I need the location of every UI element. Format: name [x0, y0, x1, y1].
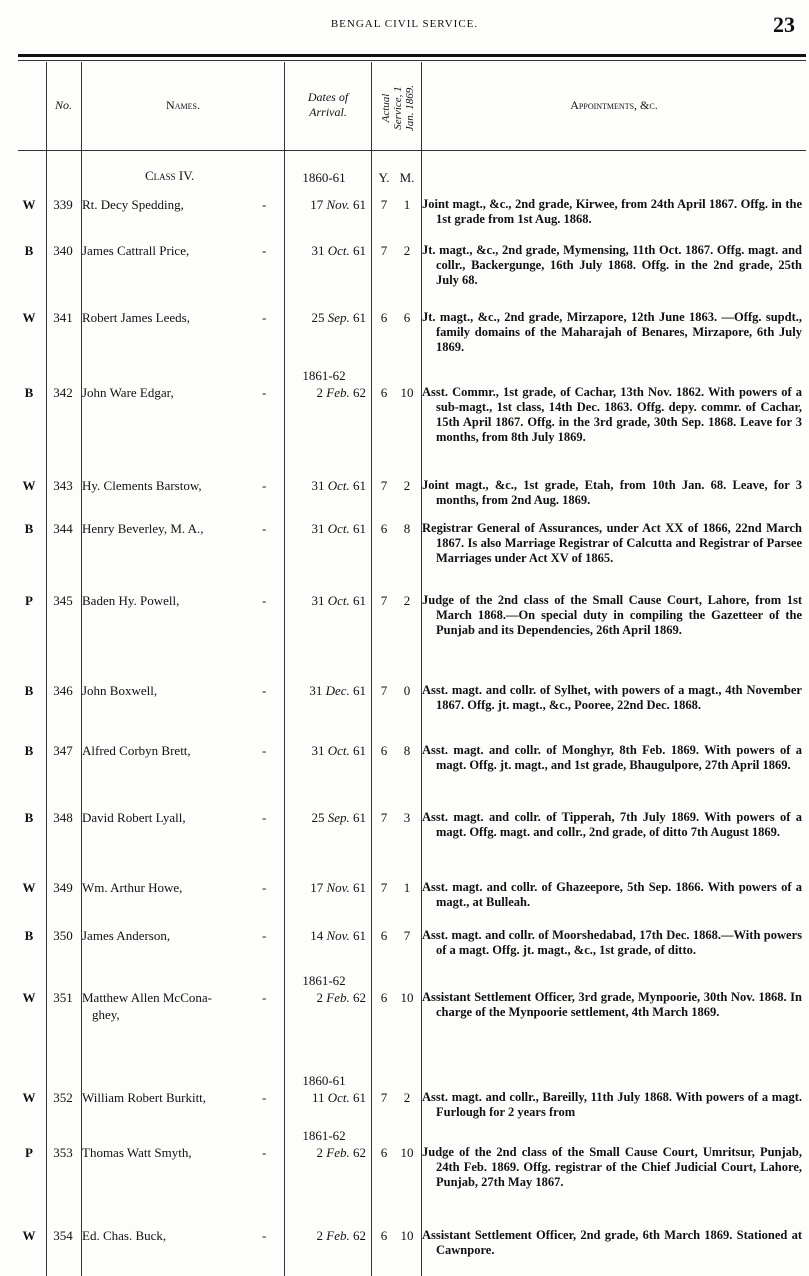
service-years: 7 [380, 810, 388, 825]
person-name: William Robert Burkitt, [82, 1090, 207, 1105]
months-label: M. [399, 170, 415, 185]
leader-dash: - [262, 928, 267, 943]
entry-number: 346 [53, 683, 73, 698]
service-months: 3 [403, 810, 411, 825]
service-mark: W [22, 197, 36, 212]
arrival-date: 31 Oct. 61 [311, 243, 366, 258]
service-years: 6 [380, 928, 388, 943]
service-years: 7 [380, 243, 388, 258]
season-year: 1861-62 [302, 973, 346, 988]
service-months: 0 [403, 683, 411, 698]
person-name: Baden Hy. Powell, [82, 593, 180, 608]
arrival-date: 31 Oct. 61 [311, 743, 366, 758]
leader-dash: - [262, 243, 267, 258]
arrival-date: 31 Oct. 61 [311, 593, 366, 608]
entry-number: 340 [53, 243, 73, 258]
running-header: BENGAL CIVIL SERVICE. [330, 18, 479, 30]
service-years: 6 [380, 990, 388, 1005]
service-months: 6 [403, 310, 411, 325]
appointments-text: Asst. magt. and collr. of Sylhet, with powers of a magt., 4th November 1867. Offg. jt. magt., &c., Pooree, 22nd Dec. 1868. [422, 683, 802, 712]
col-header-no: No. [54, 98, 72, 112]
appointments-text: Joint magt., &c., 1st grade, Etah, from 10th Jan. 68. Leave, for 3 months, from 2nd Aug. 1869. [422, 478, 802, 507]
entry-number: 347 [53, 743, 73, 758]
entry-number: 342 [53, 385, 73, 400]
service-months: 10 [400, 1145, 414, 1160]
person-name: David Robert Lyall, [82, 810, 186, 825]
season-year: 1860-61 [302, 1073, 346, 1088]
service-years: 7 [380, 683, 388, 698]
entry-number: 341 [53, 310, 73, 325]
person-name-cont: ghey, [92, 1007, 120, 1022]
service-mark: B [24, 385, 34, 400]
appointments-text: Asst. magt. and collr., Bareilly, 11th July 1868. With powers of a magt. Furlough for 2 years from [422, 1090, 802, 1119]
leader-dash: - [262, 810, 267, 825]
arrival-date: 2 Feb. 62 [316, 385, 366, 400]
service-mark: W [22, 1090, 36, 1105]
appointments-text: Asst. Commr., 1st grade, of Cachar, 13th Nov. 1862. With powers of a sub-magt., 1st class, 14th Dec. 1863. Offg. depy. commr. of Cachar, 15th April 1867. Offg. in the 3rd grade, 30th Sep. 1868. Leave for 3 months, from 8th July 1869. [422, 385, 802, 444]
service-years: 6 [380, 1145, 388, 1160]
entry-number: 343 [53, 478, 73, 493]
entry-number: 353 [53, 1145, 73, 1160]
service-mark: B [24, 810, 34, 825]
column-divider [284, 62, 285, 1276]
col-header-service [373, 66, 423, 150]
season-year: 1861-62 [302, 1128, 346, 1143]
arrival-date: 31 Oct. 61 [311, 478, 366, 493]
service-years: 7 [380, 1090, 388, 1105]
arrival-date: 11 Oct. 61 [311, 1090, 366, 1105]
person-name: John Ware Edgar, [82, 385, 174, 400]
class-year: 1860-61 [302, 170, 346, 185]
column-divider [371, 62, 372, 1276]
service-months: 2 [403, 478, 411, 493]
service-years: 7 [380, 478, 388, 493]
season-year: 1861-62 [302, 368, 346, 383]
page-number: 23 [773, 12, 795, 37]
header-rule [18, 54, 806, 57]
person-name: Henry Beverley, M. A., [82, 521, 204, 536]
arrival-date: 17 Nov. 61 [310, 197, 366, 212]
leader-dash: - [262, 880, 267, 895]
entry-number: 344 [53, 521, 73, 536]
service-mark: W [22, 478, 36, 493]
service-mark: B [24, 243, 34, 258]
person-name: Robert James Leeds, [82, 310, 190, 325]
service-months: 8 [403, 521, 411, 536]
entry-number: 351 [53, 990, 73, 1005]
service-mark: W [22, 1228, 36, 1243]
service-months: 10 [400, 990, 414, 1005]
class-label: Class IV. [145, 168, 195, 183]
service-months: 2 [403, 593, 411, 608]
service-mark: W [22, 990, 36, 1005]
service-years: 6 [380, 385, 388, 400]
entry-number: 345 [53, 593, 73, 608]
appointments-text: Joint magt., &c., 2nd grade, Kirwee, from 24th April 1867. Offg. in the 1st grade from 1st Aug. 1868. [422, 197, 802, 226]
service-mark: W [22, 310, 36, 325]
person-name: Wm. Arthur Howe, [82, 880, 183, 895]
appointments-text: Asst. magt. and collr. of Moorshedabad, 17th Dec. 1868.—With powers of a magt. Offg. jt. magt., &c., 1st grade, of ditto. [422, 928, 802, 957]
service-mark: B [24, 743, 34, 758]
person-name: Alfred Corbyn Brett, [82, 743, 191, 758]
appointments-text: Registrar General of Assurances, under Act XX of 1866, 22nd March 1867. Is also Marriage Registrar of Calcutta and Registrar of Parsee Marriages under Act XV of 1865. [422, 521, 802, 565]
service-months: 7 [403, 928, 411, 943]
leader-dash: - [262, 743, 267, 758]
leader-dash: - [262, 1145, 267, 1160]
person-name: Thomas Watt Smyth, [82, 1145, 192, 1160]
person-name: Hy. Clements Barstow, [82, 478, 202, 493]
service-mark: B [24, 521, 34, 536]
person-name: James Cattrall Price, [82, 243, 190, 258]
appointments-text: Jt. magt., &c., 2nd grade, Mirzapore, 12th June 1863. —Offg. supdt., family domains of the Maharajah of Benares, Mirzapore, 6th July 1869. [422, 310, 802, 354]
appointments-text: Judge of the 2nd class of the Small Cause Court, Lahore, from 1st March 1868.—On special duty in compiling the Gazetteer of the Punjab and its Dependencies, 26th April 1869. [422, 593, 802, 637]
entry-number: 339 [53, 197, 73, 212]
arrival-date: 25 Sep. 61 [311, 810, 366, 825]
column-header-rule [18, 150, 806, 151]
service-months: 8 [403, 743, 411, 758]
leader-dash: - [262, 521, 267, 536]
arrival-date: 31 Dec. 61 [309, 683, 366, 698]
service-line: Jan. 1869. [404, 84, 416, 132]
years-label: Y. [378, 170, 390, 185]
leader-dash: - [262, 385, 267, 400]
arrival-date: 2 Feb. 62 [316, 990, 366, 1005]
entry-number: 354 [53, 1228, 73, 1243]
person-name: John Boxwell, [82, 683, 158, 698]
service-line: Actual [380, 93, 392, 123]
person-name: Rt. Decy Spedding, [82, 197, 184, 212]
person-name: Matthew Allen McCona- [82, 990, 212, 1005]
service-months: 2 [403, 1090, 411, 1105]
leader-dash: - [262, 310, 267, 325]
service-years: 6 [380, 310, 388, 325]
appointments-text: Assistant Settlement Officer, 2nd grade, 6th March 1869. Stationed at Cawnpore. [422, 1228, 802, 1257]
leader-dash: - [262, 1228, 267, 1243]
header-rule-thin [18, 60, 806, 61]
service-mark: B [24, 683, 34, 698]
leader-dash: - [262, 1090, 267, 1105]
service-mark: P [25, 1145, 33, 1160]
appointments-text: Jt. magt., &c., 2nd grade, Mymensing, 11th Oct. 1867. Offg. magt. and collr., Backergunge, 16th July 1868. Offg. in the 2nd grade, 25th July 68. [422, 243, 802, 287]
entry-number: 349 [53, 880, 73, 895]
arrival-date: 25 Sep. 61 [311, 310, 366, 325]
leader-dash: - [262, 683, 267, 698]
service-mark: B [24, 928, 34, 943]
service-years: 6 [380, 1228, 388, 1243]
entry-number: 352 [53, 1090, 73, 1105]
service-months: 1 [403, 197, 411, 212]
arrival-date: 2 Feb. 62 [316, 1228, 366, 1243]
leader-dash: - [262, 197, 267, 212]
person-name: James Anderson, [82, 928, 171, 943]
appointments-text: Asst. magt. and collr. of Tipperah, 7th July 1869. With powers of a magt. Offg. magt. and collr., 2nd grade, of ditto 7th August 1869. [422, 810, 802, 839]
leader-dash: - [262, 478, 267, 493]
leader-dash: - [262, 990, 267, 1005]
col-header-names: Names. [166, 98, 200, 112]
leader-dash: - [262, 593, 267, 608]
service-line: Service, 1 [392, 86, 404, 130]
service-mark: P [25, 593, 33, 608]
service-months: 2 [403, 243, 411, 258]
appointments-text: Asst. magt. and collr. of Monghyr, 8th Feb. 1869. With powers of a magt. Offg. jt. magt., and 1st grade, Bhaugulpore, 27th April 1869. [422, 743, 802, 772]
service-years: 6 [380, 521, 388, 536]
service-months: 10 [400, 1228, 414, 1243]
service-years: 7 [380, 880, 388, 895]
service-years: 6 [380, 743, 388, 758]
entry-number: 350 [53, 928, 73, 943]
service-months: 1 [403, 880, 411, 895]
appointments-text: Judge of the 2nd class of the Small Cause Court, Umritsur, Punjab, 24th Feb. 1869. Offg. registrar of the Chief Judicial Court, Lahore, Punjab, 27th May 1867. [422, 1145, 802, 1189]
service-years: 7 [380, 197, 388, 212]
entry-number: 348 [53, 810, 73, 825]
arrival-date: 2 Feb. 62 [316, 1145, 366, 1160]
person-name: Ed. Chas. Buck, [82, 1228, 167, 1243]
arrival-date: 17 Nov. 61 [310, 880, 366, 895]
arrival-date: 31 Oct. 61 [311, 521, 366, 536]
appointments-text: Assistant Settlement Officer, 3rd grade, Mynpoorie, 30th Nov. 1868. In charge of the Mynpoorie settlement, 4th March 1869. [422, 990, 802, 1019]
appointments-text: Asst. magt. and collr. of Ghazeepore, 5th Sep. 1866. With powers of a magt., at Bulleah. [422, 880, 802, 909]
col-header-appointments: Appointments, &c. [570, 98, 658, 112]
service-years: 7 [380, 593, 388, 608]
service-months: 10 [400, 385, 414, 400]
arrival-date: 14 Nov. 61 [310, 928, 366, 943]
col-header-dates: Dates of Arrival. [307, 90, 349, 119]
service-mark: W [22, 880, 36, 895]
